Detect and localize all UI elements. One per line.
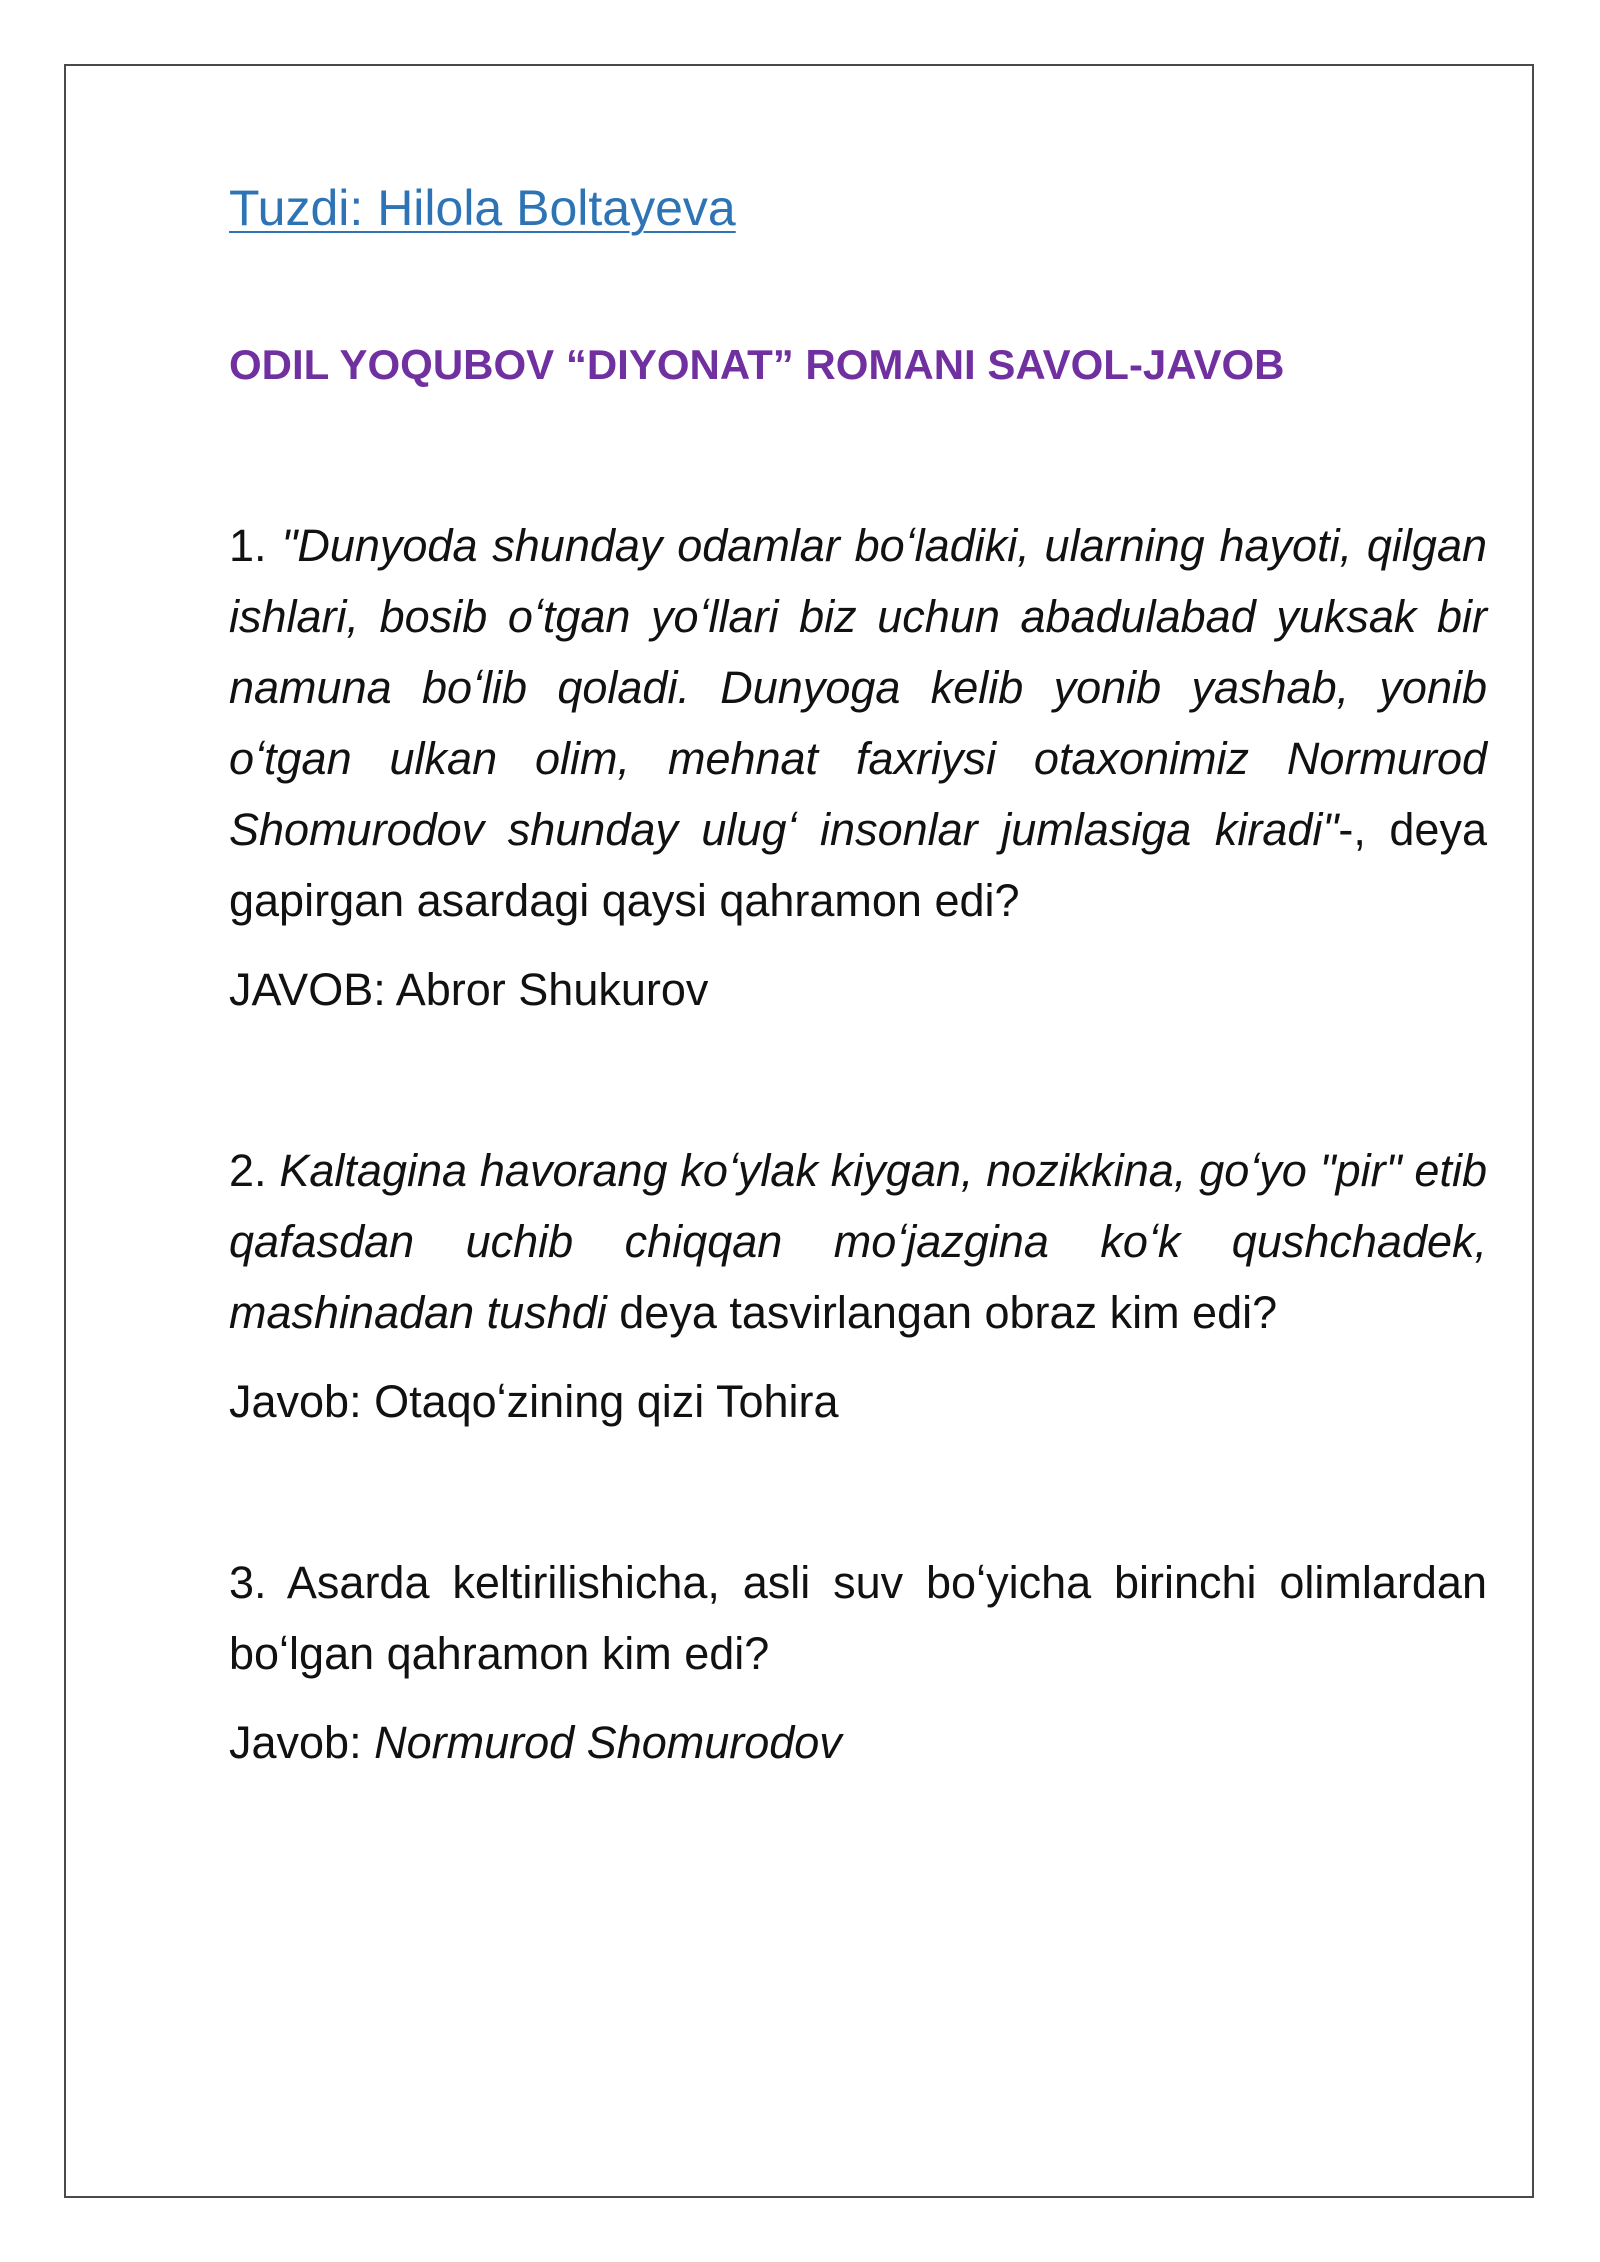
question-text: -, deya gapirgan asardagi qaysi qahramon edi? [229,804,1487,927]
answer-text: Otaqoʻzining qizi Tohira [374,1376,839,1428]
question-quote: Kaltagina havorang koʻylak kiygan, nozikkina, goʻyo "pir" etib qafasdan uchib chiqqan moʻjazgina koʻk qushchadek, mashinadan tushdi [229,1145,1487,1339]
question-quote: "Dunyoda shunday odamlar boʻladiki, ularning hayoti, qilgan ishlari, bosib oʻtgan yoʻllari biz uchun abadulabad yuksak bir namuna boʻlib qoladi. Dunyoga kelib yonib yashab, yonib oʻtgan ulkan olim, mehnat faxriysi otaxonimiz Normurod Shomurodov shunday ulugʻ insonlar jumlasiga kiradi" [229,520,1487,856]
answer-3 [229,1707,1487,1778]
document-body [229,178,1487,1778]
question-number: 2. [229,1145,280,1197]
author-link[interactable]: Tuzdi: Hilola Boltayeva [229,180,736,236]
question-text: Asarda keltirilishicha, asli suv boʻyicha birinchi olimlardan boʻlgan qahramon kim edi? [229,1557,1487,1680]
question-text: deya tasvirlangan obraz kim edi? [606,1287,1278,1339]
answer-1 [229,954,1487,1025]
answer-2 [229,1366,1487,1437]
answer-label: JAVOB: [229,964,396,1016]
answer-label: Javob: [229,1376,375,1428]
answer-label: Javob: [229,1717,375,1769]
answer-text: Abror Shukurov [395,964,709,1016]
question-1 [229,510,1487,936]
answer-text: Normurod Shomurodov [374,1717,842,1769]
question-3 [229,1547,1487,1689]
question-2 [229,1135,1487,1348]
question-number: 3. [229,1557,287,1609]
question-number: 1. [229,520,282,572]
document-title: ODIL YOQUBOV “DIYONAT” ROMANI SAVOL-JAVOB [229,341,1285,388]
